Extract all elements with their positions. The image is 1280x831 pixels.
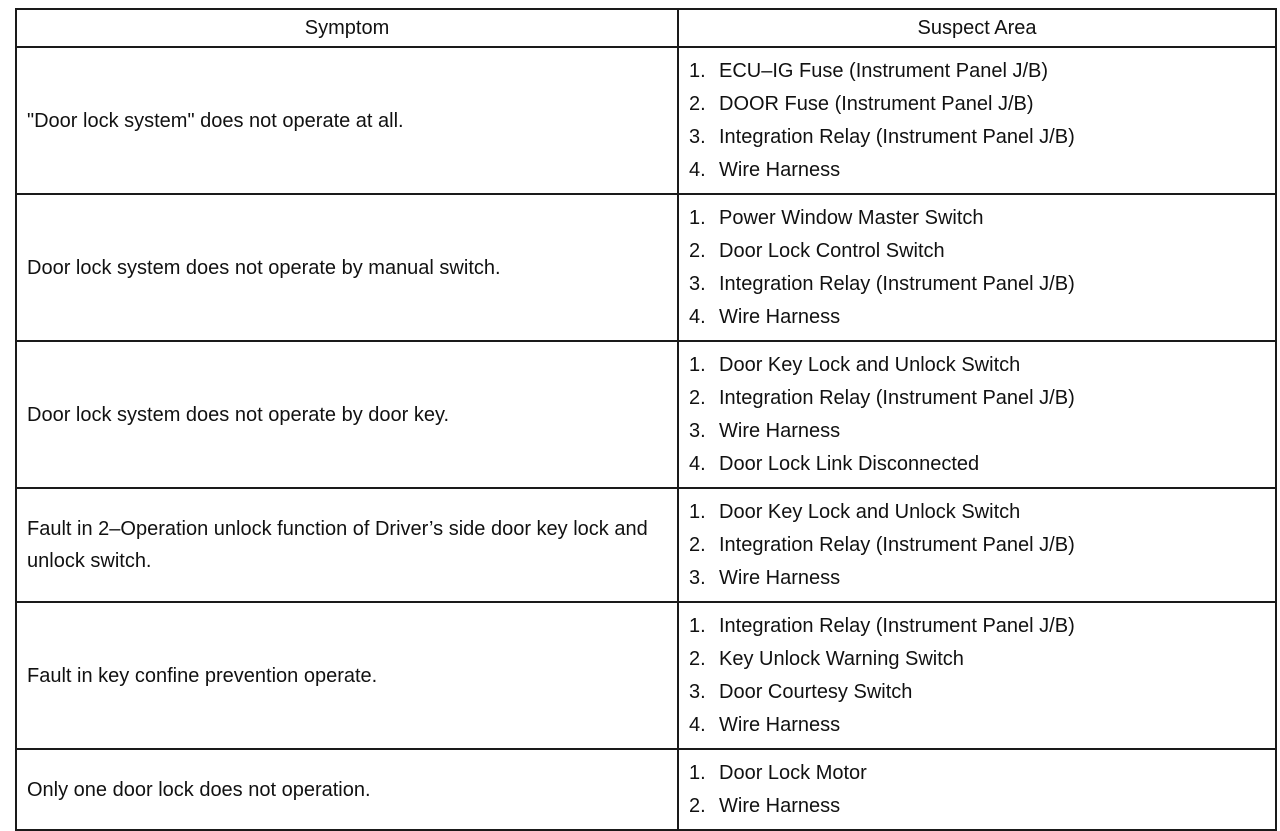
suspect-item-text: DOOR Fuse (Instrument Panel J/B) — [719, 93, 1034, 115]
suspect-item-text: Integration Relay (Instrument Panel J/B) — [719, 615, 1075, 637]
suspect-item-text: Door Key Lock and Unlock Switch — [719, 501, 1021, 523]
suspect-item-text: Integration Relay (Instrument Panel J/B) — [719, 126, 1075, 148]
symptom-cell: Fault in key confine prevention operate. — [16, 602, 678, 749]
suspect-area-cell — [678, 194, 1276, 341]
header-row — [16, 9, 1276, 47]
suspect-item-number: 1. — [689, 762, 706, 784]
suspect-area-item — [689, 349, 1275, 382]
suspect-item-number: 2. — [689, 795, 706, 817]
suspect-area-item — [689, 235, 1275, 268]
suspect-item-text: Wire Harness — [719, 567, 841, 589]
suspect-item-text: Wire Harness — [719, 306, 841, 328]
suspect-area-item — [689, 676, 1275, 709]
table-row — [16, 341, 1276, 488]
suspect-area-item — [689, 448, 1275, 481]
symptom-cell: "Door lock system" does not operate at all. — [16, 47, 678, 194]
suspect-item-text: Wire Harness — [719, 714, 841, 736]
suspect-area-list — [689, 610, 1275, 742]
suspect-area-item — [689, 757, 1275, 790]
suspect-area-list — [689, 496, 1275, 595]
suspect-item-text: Door Lock Motor — [719, 762, 867, 784]
suspect-item-text: Wire Harness — [719, 420, 841, 442]
suspect-item-number: 2. — [689, 93, 706, 115]
suspect-item-number: 1. — [689, 615, 706, 637]
table-row — [16, 749, 1276, 830]
symptom-cell: Fault in 2–Operation unlock function of Driver’s side door key lock and unlock switch. — [16, 488, 678, 602]
table-header — [16, 9, 1276, 47]
suspect-area-item — [689, 88, 1275, 121]
suspect-item-text: Door Key Lock and Unlock Switch — [719, 354, 1021, 376]
suspect-item-text: Power Window Master Switch — [719, 207, 984, 229]
suspect-item-number: 3. — [689, 681, 706, 703]
symptom-cell: Only one door lock does not operation. — [16, 749, 678, 830]
suspect-item-number: 3. — [689, 567, 706, 589]
suspect-area-cell — [678, 341, 1276, 488]
suspect-item-text: Wire Harness — [719, 795, 841, 817]
suspect-area-column-header: Suspect Area — [678, 9, 1276, 47]
suspect-item-number: 1. — [689, 501, 706, 523]
suspect-area-cell — [678, 602, 1276, 749]
suspect-item-number: 3. — [689, 273, 706, 295]
suspect-item-text: Door Courtesy Switch — [719, 681, 913, 703]
suspect-item-number: 1. — [689, 354, 706, 376]
suspect-item-text: Door Lock Link Disconnected — [719, 453, 980, 475]
suspect-area-item — [689, 121, 1275, 154]
suspect-item-text: Integration Relay (Instrument Panel J/B) — [719, 273, 1075, 295]
suspect-area-cell — [678, 47, 1276, 194]
suspect-area-cell — [678, 749, 1276, 830]
suspect-area-item — [689, 790, 1275, 823]
suspect-area-item — [689, 709, 1275, 742]
suspect-item-text: Integration Relay (Instrument Panel J/B) — [719, 387, 1075, 409]
suspect-area-item — [689, 643, 1275, 676]
suspect-item-number: 4. — [689, 306, 706, 328]
suspect-area-item — [689, 55, 1275, 88]
suspect-item-number: 2. — [689, 240, 706, 262]
suspect-item-number: 4. — [689, 159, 706, 181]
suspect-area-item — [689, 610, 1275, 643]
suspect-area-item — [689, 268, 1275, 301]
troubleshooting-table-container — [15, 8, 1275, 831]
table-body — [16, 47, 1276, 830]
table-row — [16, 488, 1276, 602]
suspect-item-number: 2. — [689, 648, 706, 670]
suspect-item-text: ECU–IG Fuse (Instrument Panel J/B) — [719, 60, 1049, 82]
suspect-area-list — [689, 349, 1275, 481]
suspect-area-item — [689, 301, 1275, 334]
suspect-item-text: Wire Harness — [719, 159, 841, 181]
troubleshooting-table — [15, 8, 1277, 831]
symptom-column-header: Symptom — [16, 9, 678, 47]
suspect-item-number: 4. — [689, 714, 706, 736]
suspect-item-text: Key Unlock Warning Switch — [719, 648, 964, 670]
suspect-area-list — [689, 55, 1275, 187]
symptom-cell: Door lock system does not operate by door key. — [16, 341, 678, 488]
suspect-area-item — [689, 154, 1275, 187]
suspect-item-number: 2. — [689, 387, 706, 409]
suspect-area-item — [689, 202, 1275, 235]
suspect-item-number: 3. — [689, 126, 706, 148]
suspect-item-number: 2. — [689, 534, 706, 556]
suspect-item-text: Door Lock Control Switch — [719, 240, 945, 262]
suspect-area-item — [689, 529, 1275, 562]
suspect-area-list — [689, 202, 1275, 334]
suspect-item-number: 4. — [689, 453, 706, 475]
suspect-item-text: Integration Relay (Instrument Panel J/B) — [719, 534, 1075, 556]
suspect-item-number: 1. — [689, 207, 706, 229]
suspect-item-number: 3. — [689, 420, 706, 442]
suspect-item-number: 1. — [689, 60, 706, 82]
suspect-area-item — [689, 496, 1275, 529]
suspect-area-item — [689, 415, 1275, 448]
suspect-area-item — [689, 562, 1275, 595]
suspect-area-item — [689, 382, 1275, 415]
suspect-area-list — [689, 757, 1275, 823]
suspect-area-cell — [678, 488, 1276, 602]
table-row — [16, 194, 1276, 341]
table-row — [16, 47, 1276, 194]
table-row — [16, 602, 1276, 749]
symptom-cell: Door lock system does not operate by manual switch. — [16, 194, 678, 341]
